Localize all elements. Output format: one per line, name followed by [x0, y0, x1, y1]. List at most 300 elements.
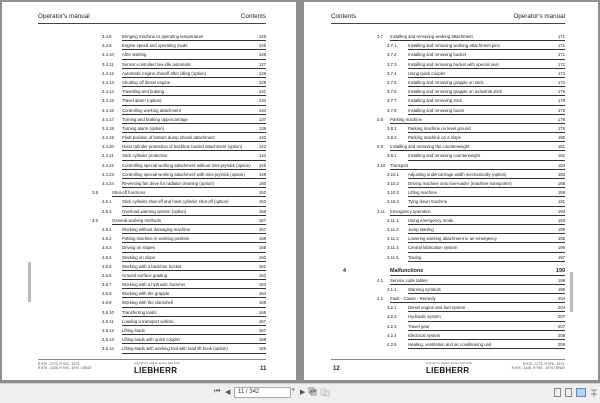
toc-entry-title[interactable]: Fault - Cause - Remedy [390, 296, 436, 302]
toc-entry-page[interactable]: 188 [557, 181, 565, 186]
toc-entry[interactable] [331, 87, 565, 96]
toc-entry-number: 3.7.7 [387, 98, 397, 104]
toc-entry-rule [408, 348, 565, 349]
toc-entry[interactable] [38, 69, 266, 78]
toc-entry-number: 3.4.12 [102, 70, 114, 76]
toc-entry-page[interactable]: 174 [557, 79, 565, 85]
toc-entry-page[interactable]: 199 [557, 277, 565, 283]
toc-entry[interactable] [38, 308, 266, 317]
toc-entry-page[interactable]: 207 [557, 314, 565, 320]
toc-entry-page[interactable]: 183 [557, 162, 565, 168]
toc-entry-page[interactable]: 199 [556, 267, 565, 274]
toc-entry[interactable] [331, 161, 565, 170]
toc-entry[interactable] [38, 234, 266, 243]
toc-entry-title[interactable]: Transport [390, 162, 409, 168]
toc-entry-page[interactable]: 138 [258, 125, 266, 131]
toc-entry-page[interactable]: 134 [258, 98, 266, 104]
toc-entry-number: 3.4.14 [102, 89, 114, 95]
viewer-toolbar [0, 383, 600, 403]
toc-entry-title[interactable]: Travel gear [408, 323, 430, 329]
toc-entry-title[interactable]: Automatic engine shutoff after idling (option) [122, 70, 206, 76]
toc-entry[interactable] [331, 294, 565, 303]
toc-entry[interactable] [38, 41, 266, 50]
toc-entry[interactable] [331, 151, 565, 160]
previous-page-button[interactable]: ◀ [225, 389, 231, 396]
toc-entry-page[interactable]: 178 [557, 98, 565, 104]
toc-entry[interactable] [38, 32, 266, 41]
toc-entry[interactable] [331, 170, 565, 179]
toc-entry-title[interactable]: Stick cylinder shut-off and hoist cylinder shut-off (option) [122, 199, 229, 205]
toc-entry-number: 3.6.1 [102, 226, 112, 232]
toc-entry-title[interactable]: Installing and removing the counterweight [390, 144, 470, 150]
toc-entry[interactable] [38, 243, 266, 252]
toc-entry-number: 3.7.4 [387, 70, 397, 76]
footer-models-line-2: R 976 - 1426, R 976 - 1974 / 39100 [511, 366, 565, 371]
toc-entry-title[interactable]: Transferring loads [122, 309, 157, 315]
toc-entry[interactable] [331, 225, 565, 234]
toc-entry-number: 3.6.7 [102, 282, 112, 288]
footer-rule [331, 359, 565, 360]
toc-entry[interactable] [38, 170, 266, 179]
toc-entry-title[interactable]: Stick cylinder protection [122, 153, 168, 159]
toc-entry-title[interactable]: Ground surface grading [122, 272, 168, 278]
toc-entry-page[interactable]: 168 [258, 337, 266, 343]
toc-entry[interactable] [38, 225, 266, 234]
toc-entry[interactable] [38, 161, 266, 170]
toc-entry-title[interactable]: Travelling and braking [122, 89, 165, 95]
toc-entry[interactable] [331, 78, 565, 87]
toc-entry-page[interactable]: 169 [258, 346, 266, 352]
toc-entry-title[interactable]: Installing and removing grapple on stick [408, 79, 484, 85]
toc-entry-title[interactable]: Using emergency mode [408, 217, 454, 223]
toc-entry[interactable] [38, 289, 266, 298]
toc-entry-number: 3.4.8 [102, 34, 112, 39]
toc-entry-title[interactable]: Towing [408, 254, 422, 260]
toc-entry-page[interactable]: 145 [258, 162, 266, 168]
toc-entry-number: 3.5 [92, 190, 98, 196]
toc-entry-title[interactable]: Shutting off diesel engine [122, 79, 171, 85]
toc-entry-page[interactable]: 172 [557, 61, 565, 67]
toc-entry[interactable] [331, 253, 565, 262]
toc-entry-number: 3.7.5 [387, 79, 397, 85]
toc-entry-title[interactable]: Working without damaging machine [122, 226, 190, 232]
first-page-button[interactable]: ⏮ [214, 388, 221, 395]
toc-entry-title[interactable]: Sensor-controlled low idle automatic [122, 61, 192, 67]
toc-entry-number: 3.7.6 [387, 89, 397, 95]
toc-entry-page[interactable]: 162 [258, 272, 266, 278]
toc-entry-title[interactable]: Installing and removing counterweight [408, 153, 481, 159]
toc-entry[interactable] [331, 50, 565, 59]
toc-entry-title[interactable]: Putting machine in working position [122, 236, 190, 242]
toc-entry-title[interactable]: Malfunctions [390, 267, 424, 274]
toc-entry-number: 4.2.4 [387, 332, 397, 338]
toc-entry-title[interactable]: Hoist cylinder protection of backhoe bucket attachment (option) [122, 144, 243, 150]
toc-entry-page[interactable]: 181 [557, 153, 565, 159]
toc-entry-page[interactable]: 152 [258, 199, 266, 205]
toc-entry[interactable] [38, 207, 266, 216]
toc-entry-number: 3.4.9 [102, 43, 112, 49]
toc-entry[interactable] [38, 179, 266, 188]
toc-entry-page[interactable]: 144 [258, 153, 266, 159]
toc-entry-page[interactable]: 155 [258, 208, 266, 214]
rotate-view-icon[interactable] [308, 387, 318, 399]
toc-entry-number: 3.10 [377, 162, 386, 168]
toc-entry-number: 3.4.22 [102, 162, 114, 168]
toc-entry-title[interactable]: Turning alarm (option) [122, 125, 165, 131]
toc-entry[interactable] [331, 312, 565, 321]
toc-entry[interactable] [38, 317, 266, 326]
toc-entry-number: 3.6.4 [102, 254, 112, 260]
toc-entry-title[interactable]: Diesel engine and fuel system [408, 305, 466, 311]
toc-entry-page[interactable]: 193 [557, 217, 565, 223]
toc-entry[interactable] [331, 124, 565, 133]
toc-entry[interactable] [38, 124, 266, 133]
toc-entry-title[interactable]: General working methods [112, 217, 161, 223]
toc-entry-page[interactable]: 195 [557, 236, 565, 242]
toc-entry-number: 3.11.3 [387, 236, 399, 242]
toc-entry-title[interactable]: Loading a transport vehicle [122, 318, 174, 324]
toc-entry-title[interactable]: Bringing machine to operating temperature [122, 34, 204, 39]
toc-entry-title[interactable]: After starting [122, 52, 147, 58]
toc-entry-title[interactable]: Working with a hydraulic hammer [122, 282, 186, 288]
header-title: Operator's manual [38, 13, 90, 20]
toc-entry-page[interactable]: 157 [258, 226, 266, 232]
toc-entry-number: 4.2 [377, 296, 383, 302]
toc-entry-title[interactable]: Working with a backhoe bucket [122, 263, 182, 269]
toc-entry-page[interactable]: 128 [258, 70, 266, 76]
footer-copyright: copyright by Liebherr-France SAS 2018 [426, 362, 472, 365]
toc-entry-title[interactable]: Travel alarm (option) [122, 98, 162, 104]
footer-models-line-1: R 970 - 1773, R 976 - 1973, [38, 362, 81, 366]
toc-entry[interactable] [38, 151, 266, 160]
toc-entry-title[interactable]: Driving on slopes [122, 245, 155, 251]
toc-entry[interactable] [38, 271, 266, 280]
toc-entry-title[interactable]: Tying down machine [408, 199, 448, 205]
toc-entry-page[interactable]: 152 [258, 190, 266, 196]
toc-entry-title[interactable]: Adjusting undercarriage width mechanically (option) [408, 171, 507, 177]
toc-entry-page[interactable]: 126 [258, 52, 266, 58]
toc-entry-title[interactable]: Warning symbols [408, 286, 441, 292]
toc-entry-title[interactable]: Reversing fan drive for radiator cleaning (option) [122, 181, 214, 186]
toc-entry-title[interactable]: Service code tables [390, 277, 428, 283]
pdf-page-11 [2, 2, 296, 380]
single-page-view-button[interactable] [554, 388, 561, 397]
toc-entry-page[interactable]: 160 [258, 254, 266, 260]
toc-entry[interactable] [38, 188, 266, 197]
toc-entry[interactable] [331, 340, 565, 349]
toc-entry-number: 3.6.13 [102, 337, 114, 343]
toc-entry-page[interactable]: 158 [258, 236, 266, 242]
toc-entry-page[interactable]: 134 [258, 107, 266, 113]
toc-entry-page[interactable]: 150 [258, 181, 266, 186]
toc-entry-page[interactable]: 204 [557, 296, 565, 302]
page-header [331, 11, 565, 24]
toc-entry-page[interactable]: 208 [557, 332, 565, 338]
toc-entry-title[interactable]: Working with the grapple [122, 291, 170, 297]
toc-entry-page[interactable]: 148 [258, 171, 266, 177]
toc-entry-number: 3.6.3 [102, 245, 112, 251]
toc-entry-page[interactable]: 171 [557, 52, 565, 58]
header-section: Contents [331, 13, 357, 20]
toc-entry-number: 3.9.1 [387, 153, 397, 159]
toc-entry-title[interactable]: Installing and removing bucket with special seal [408, 61, 499, 67]
toc-entry-title[interactable]: Parking machine [390, 116, 423, 122]
toc-entry[interactable] [38, 298, 266, 307]
toc-entry[interactable] [38, 78, 266, 87]
toc-entry-number: 3.6.11 [102, 318, 114, 324]
toc-entry-title[interactable]: Installing and removing bucket [408, 52, 467, 58]
header-title: Operator's manual [513, 13, 565, 20]
toc-entry[interactable] [38, 96, 266, 105]
toc-entry-page[interactable]: 174 [557, 70, 565, 76]
toc-entry-title[interactable]: Parking machine on level ground [408, 125, 471, 131]
two-page-view-button[interactable] [576, 388, 586, 397]
toc-entry[interactable] [331, 285, 565, 294]
toc-entry[interactable] [331, 262, 565, 276]
toc-entry-number: 3.6.2 [102, 236, 112, 242]
page-number: 11 [260, 366, 267, 372]
toc-entry[interactable] [38, 326, 266, 335]
copy-view-icon[interactable] [320, 387, 330, 399]
footer-models-line-2: R 976 - 1426, R 976 - 1974 / 39100 [38, 366, 92, 371]
toc-entry-title[interactable]: Installing and removing boom [408, 107, 465, 113]
toc-entry[interactable] [331, 96, 565, 105]
toc-entry-rule [122, 353, 266, 354]
toc-entry-title[interactable]: Lifting machine [408, 190, 437, 196]
toc-entry-page[interactable]: 171 [557, 43, 565, 49]
toc-entry-number: 3.9 [377, 144, 383, 150]
toc-entry-page[interactable]: 176 [557, 89, 565, 95]
toc-entry-page[interactable]: 189 [557, 190, 565, 196]
toc-entry-title[interactable]: Shut-off functions [112, 190, 146, 196]
toc-entry-page[interactable]: 181 [557, 144, 565, 150]
continuous-view-button[interactable] [565, 388, 572, 397]
toc-entry-page[interactable]: 140 [258, 135, 266, 141]
toc-entry-number: 3.8.1 [387, 125, 397, 131]
next-page-button[interactable]: ▶ [300, 389, 306, 396]
toc-entry-number: 3.4.18 [102, 125, 114, 131]
toc-entry-title[interactable]: Controlling special working attachment with mini-joystick (option) [122, 171, 245, 177]
toc-entry-number: 3.7.8 [387, 107, 397, 113]
toc-entry-page[interactable]: 197 [557, 254, 565, 260]
toc-entry-number: 3.11 [377, 208, 386, 214]
toc-entry-number: 3.4.20 [102, 144, 114, 150]
toc-entry[interactable] [38, 133, 266, 142]
toc-entry-page[interactable]: 131 [258, 89, 266, 95]
toc-entry-number: 3.11.5 [387, 254, 399, 260]
toc-entry-page[interactable]: 167 [258, 318, 266, 324]
toc-entry[interactable] [331, 276, 565, 285]
toc-entry-title[interactable]: Hydraulic system [408, 314, 441, 320]
toc-entry[interactable] [38, 262, 266, 271]
toc-entry-page[interactable]: 195 [557, 226, 565, 232]
footer-models [38, 362, 91, 370]
toc-entry[interactable] [38, 106, 266, 115]
toc-entry[interactable] [38, 335, 266, 344]
toc-entry-page[interactable]: 178 [557, 107, 565, 113]
toc-entry-title[interactable]: Controlling working attachment [122, 107, 181, 113]
toc-entry-title[interactable]: Electrical system [408, 332, 441, 338]
toc-entry[interactable] [331, 69, 565, 78]
page-dropdown-icon[interactable]: ▾ [292, 387, 295, 393]
toc-entry-title[interactable]: Installing and removing working attachment pins [408, 43, 500, 49]
pdf-page-12 [304, 2, 598, 380]
toc-entry-title[interactable]: Lifting loads [122, 328, 145, 333]
toc-entry-number: 3.4.13 [102, 79, 114, 85]
toc-entry[interactable] [331, 197, 565, 206]
liebherr-logo: LIEBHERR [426, 366, 470, 375]
toc-entry-number: 3.7.2 [387, 52, 397, 58]
toc-entry-title[interactable]: Turning and braking uppercarriage [122, 116, 188, 122]
toc-entry-number: 3.8 [377, 116, 383, 122]
toc-entry-page[interactable]: 180 [557, 135, 565, 141]
toc-entry[interactable] [38, 216, 266, 225]
toc-entry-page[interactable]: 196 [557, 245, 565, 251]
toc-entry-title[interactable]: Using quick coupler [408, 70, 446, 76]
toc-entry-number: 3.10.3 [387, 190, 399, 196]
toc-entry-number: 3.10.1 [387, 171, 399, 177]
toc-entry-number: 3.4.17 [102, 116, 114, 122]
toc-entry-title[interactable]: Jump starting [408, 226, 434, 232]
toc-entry[interactable] [38, 60, 266, 69]
toc-entry[interactable] [331, 207, 565, 216]
toc-entry-number: 3.4.16 [102, 107, 114, 113]
toc-entry-page[interactable]: 199 [557, 286, 565, 292]
toc-entry-title[interactable]: Lifting loads with working tool with load lift hook (option) [122, 346, 228, 352]
toc-entry-page[interactable]: 191 [557, 199, 565, 205]
toc-entry-number: 3.4.19 [102, 135, 114, 141]
toc-entry-page[interactable]: 159 [258, 245, 266, 251]
toc-entry[interactable] [38, 50, 266, 59]
toc-entry[interactable] [331, 188, 565, 197]
toc-entry[interactable] [38, 197, 266, 206]
toc-entry-page[interactable]: 207 [557, 323, 565, 329]
toc-entry-title[interactable]: Engine speed and operating mode [122, 43, 188, 49]
toc-entry-page[interactable]: 157 [258, 217, 266, 223]
toc-entry-page[interactable]: 125 [258, 34, 266, 39]
toc-entry-page[interactable]: 125 [258, 43, 266, 49]
toc-entry-number: 3.6.8 [102, 291, 112, 297]
toc-entry-page[interactable]: 193 [557, 208, 565, 214]
liebherr-logo: LIEBHERR [134, 366, 178, 375]
toc-entry-title[interactable]: Emergency operation [390, 208, 431, 214]
toc-entry-page[interactable]: 167 [258, 328, 266, 333]
toc-entry[interactable] [331, 115, 565, 124]
toc-entry[interactable] [38, 87, 266, 96]
toc-entry[interactable] [331, 32, 565, 41]
toc-entry-number: 3.7.3 [387, 61, 397, 67]
toc-entry-page[interactable]: 142 [258, 144, 266, 150]
toc-entry-number: 3.4.15 [102, 98, 114, 104]
toc-entry-number: 3.8.2 [387, 135, 397, 141]
toc-entry-page[interactable]: 208 [557, 342, 565, 347]
toc-entry-number: 3.6.12 [102, 328, 114, 333]
toc-entry-title[interactable]: Working on slope [122, 254, 156, 260]
side-reference-text [570, 272, 573, 312]
toc-entry-page[interactable]: 183 [557, 171, 565, 177]
toc-entry-page[interactable]: 164 [258, 291, 266, 297]
toc-entry-title[interactable]: Installing and removing grapple on industrial stick [408, 89, 502, 95]
toc-entry[interactable] [331, 243, 565, 252]
toc-entry-page[interactable]: 179 [557, 116, 565, 122]
toc-entry-number: 3.6.10 [102, 309, 114, 315]
toc-entry[interactable] [331, 234, 565, 243]
toc-entry-number: 3.5.1 [102, 199, 112, 205]
toc-entry-number: 3.5.2 [102, 208, 112, 214]
toc-entry-number: 3.4.10 [102, 52, 114, 58]
toc-entry-number: 4.2.5 [387, 342, 397, 347]
page-number-input[interactable] [234, 387, 291, 398]
toc-entry-number: 4.2.2 [387, 314, 397, 320]
toc-entry[interactable] [38, 280, 266, 289]
toc-entry-page[interactable]: 137 [258, 116, 266, 122]
toc-entry-page[interactable]: 129 [258, 79, 266, 85]
toc-entry-title[interactable]: Parking machine on a slope [408, 135, 462, 141]
toc-entry-page[interactable]: 171 [557, 34, 565, 39]
toc-entry-page[interactable]: 165 [258, 300, 266, 306]
toc-entry-title[interactable]: Lifting loads with quick coupler [122, 337, 181, 343]
toc-entry-title[interactable]: Installing and removing stick [408, 98, 462, 104]
last-page-button[interactable]: ⏭ [310, 388, 317, 395]
toc-entry-page[interactable]: 204 [557, 305, 565, 311]
footer-models [512, 362, 565, 370]
toc-entry-number: 4.2.3 [387, 323, 397, 329]
toc-entry-title[interactable]: Installing and removing working attachment [390, 34, 473, 39]
toc-entry-number: 3.10.2 [387, 181, 399, 186]
table-of-contents [38, 32, 266, 354]
toc-entry[interactable] [331, 60, 565, 69]
toc-entry-title[interactable]: Central lubrication system [408, 245, 458, 251]
toc-entry[interactable] [331, 216, 565, 225]
toc-entry[interactable] [331, 142, 565, 151]
toc-entry[interactable] [331, 303, 565, 312]
toc-entry-number: 3.4.23 [102, 171, 114, 177]
toc-entry-number: 3.6.14 [102, 346, 114, 352]
toc-entry-title[interactable]: Heating, ventilation and air conditioning unit [408, 342, 492, 347]
toc-entry-page[interactable]: 163 [258, 282, 266, 288]
toc-entry[interactable] [38, 344, 266, 353]
two-page-continuous-button[interactable] [590, 388, 598, 400]
toc-entry[interactable] [331, 133, 565, 142]
toc-entry-number: 3.11.4 [387, 245, 399, 251]
toc-entry-page[interactable]: 127 [258, 61, 266, 67]
toc-entry[interactable] [331, 179, 565, 188]
toc-entry[interactable] [331, 41, 565, 50]
toc-entry-page[interactable]: 166 [258, 309, 266, 315]
toc-entry-number: 3.4.24 [102, 181, 114, 186]
side-reference-text [28, 262, 31, 302]
toc-entry[interactable] [38, 142, 266, 151]
page-number: 12 [333, 366, 340, 372]
toc-entry[interactable] [331, 106, 565, 115]
footer-copyright: copyright by Liebherr-France SAS 2018 [134, 362, 180, 365]
toc-entry[interactable] [38, 115, 266, 124]
toc-entry-title[interactable]: Controlling special working attachment without mini-joystick (option) [122, 162, 251, 168]
toc-entry-title[interactable]: Driving machine onto low-loader (machine transporter) [408, 181, 512, 186]
toc-entry-number: 3.4.11 [102, 61, 114, 67]
toc-entry[interactable] [331, 331, 565, 340]
toc-entry-title[interactable]: Lowering working attachment in an emergency [408, 236, 497, 242]
toc-entry-number: 3.7.1 [387, 43, 397, 49]
toc-entry-title[interactable]: Overload warning system (option) [122, 208, 187, 214]
toc-entry-title[interactable]: Working with the clamshell [122, 300, 173, 306]
toc-entry-page[interactable]: 179 [557, 125, 565, 131]
toc-entry-title[interactable]: Float position of bottom dump shovel attachment [122, 135, 215, 141]
toc-entry[interactable] [38, 253, 266, 262]
toc-entry[interactable] [331, 322, 565, 331]
toc-entry-number: 3.6.6 [102, 272, 112, 278]
toc-entry-page[interactable]: 161 [258, 263, 266, 269]
